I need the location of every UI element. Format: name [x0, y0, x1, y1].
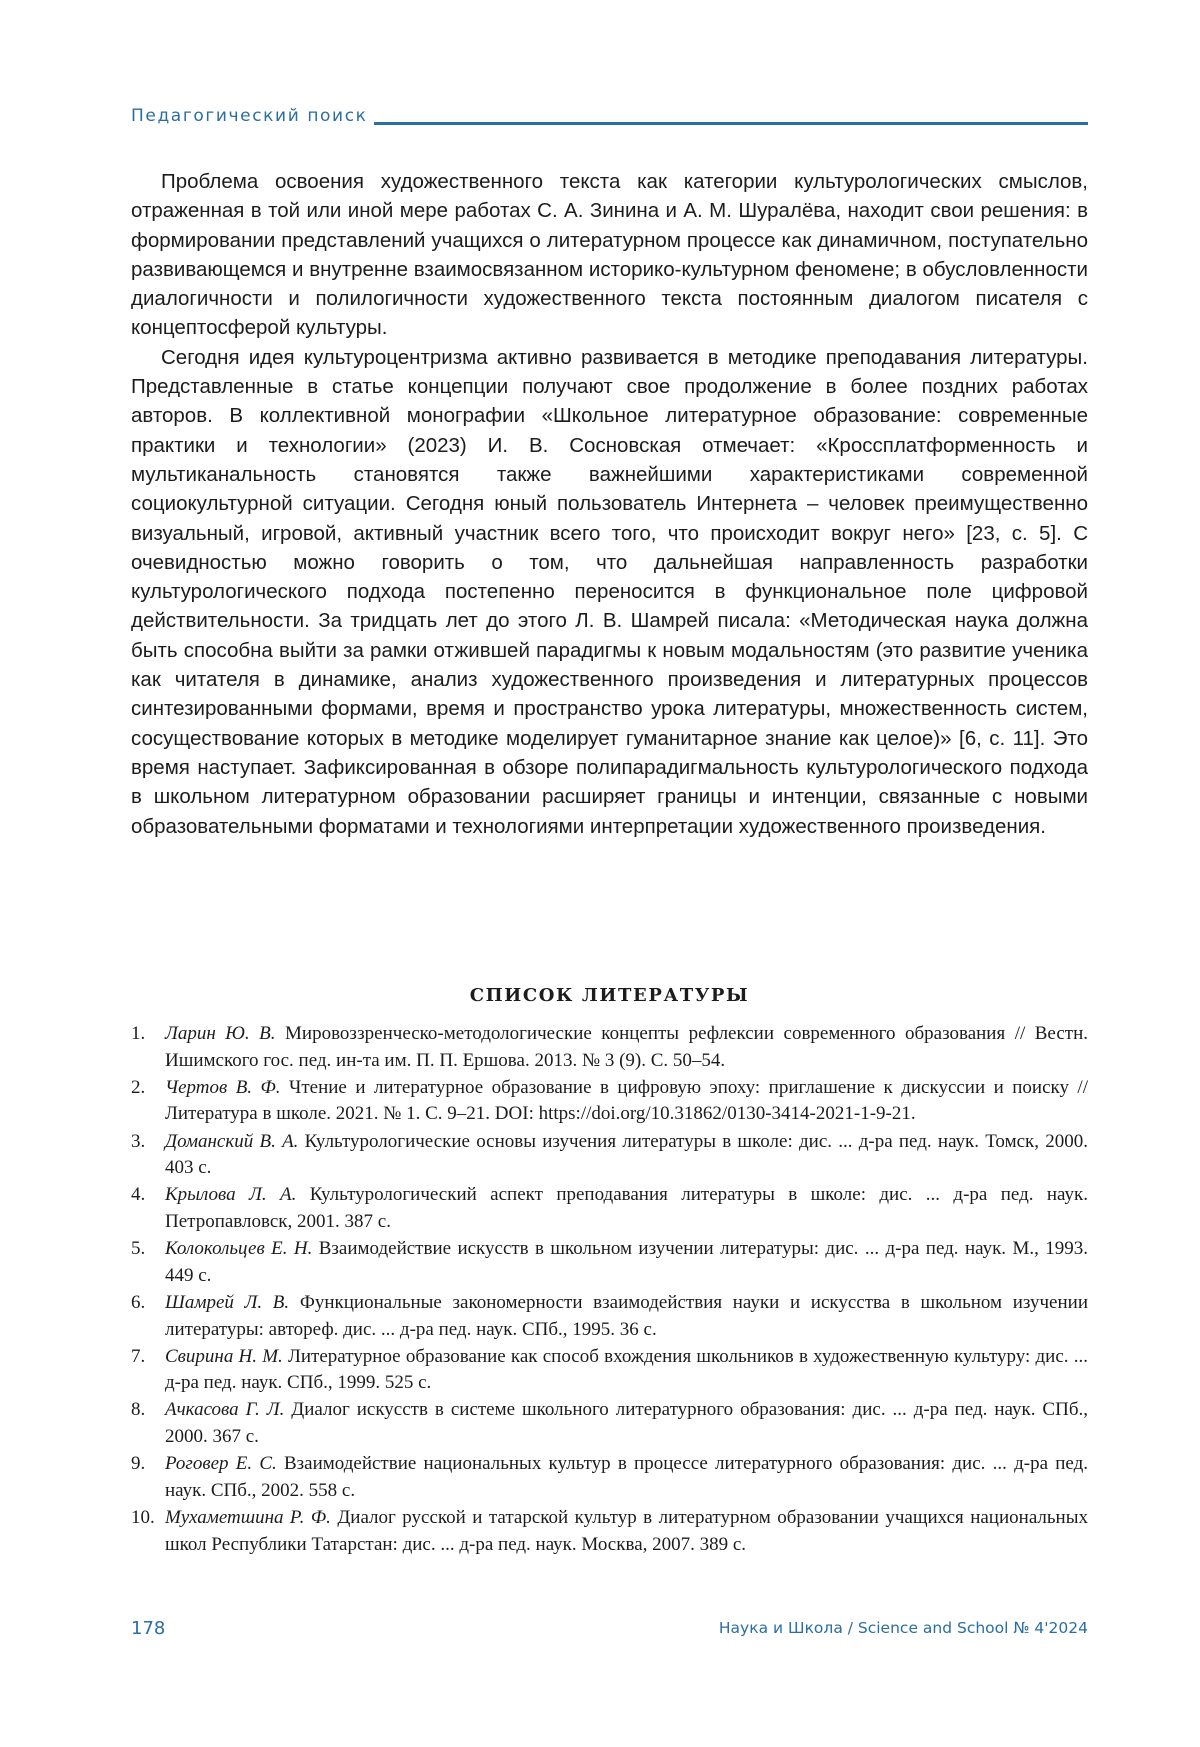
reference-item — [131, 1129, 1088, 1182]
reference-author: Доманский В. А. — [165, 1130, 299, 1152]
reference-author: Роговер Е. С. — [165, 1453, 277, 1475]
page-number: 178 — [131, 1618, 166, 1639]
reference-number: 7. — [131, 1345, 146, 1367]
reference-text: Диалог искусств в системе школьного литературного образования: дис. ... д-ра пед. наук. СПб., 2000. 367 с. — [165, 1399, 1088, 1448]
reference-author: Ачкасова Г. Л. — [165, 1399, 285, 1421]
reference-number: 6. — [131, 1291, 146, 1313]
reference-author: Шамрей Л. В. — [165, 1291, 290, 1313]
reference-text: Взаимодействие национальных культур в процессе литературного образования: дис. ... д-ра пед. наук. СПб., 2002. 558 с. — [165, 1453, 1089, 1501]
reference-item — [131, 1505, 1088, 1558]
article-body — [131, 167, 1088, 841]
reference-text: Культурологический аспект преподавания литературы в школе: дис. ... д-ра пед. наук. Петропавловск, 2001. 387 с. — [165, 1184, 1088, 1232]
reference-number: 2. — [131, 1076, 146, 1098]
reference-number: 4. — [131, 1184, 146, 1206]
reference-text: Функциональные закономерности взаимодействия науки и искусства в школьном изучении литературы: автореф. дис. ... д-ра пед. наук. СПб., 1995. 36 с. — [165, 1291, 1088, 1340]
reference-author: Крылова Л. А. — [165, 1184, 297, 1206]
section-title: Педагогический поиск — [131, 106, 368, 126]
header-rule — [374, 122, 1088, 125]
reference-author: Ларин Ю. В. — [165, 1023, 276, 1044]
reference-number: 9. — [131, 1453, 146, 1475]
reference-item — [131, 1344, 1088, 1397]
reference-author: Свирина Н. М. — [165, 1345, 283, 1367]
reference-text: Литературное образование как способ вхождения школьников в художественную культуру: дис. ... д-ра пед. наук. СПб., 1999. 525 с. — [165, 1345, 1088, 1394]
reference-number: 8. — [131, 1399, 146, 1421]
reference-number: 5. — [131, 1238, 146, 1260]
reference-number: 3. — [131, 1130, 146, 1152]
body-paragraph: Проблема освоения художественного текста как категории культурологических смыслов, отраженная в той или иной мере работах С. А. Зинина и А. М. Шуралёва, находит свои решения: в формировании представлений учащихся о литературном процессе как динамичном, поступательно развивающемся и внутренне взаимосвязанном историко-культурном феномене; в обусловленности диалогичности и полилогичности художественного текста постоянным диалогом писателя с концептосферой культуры. — [131, 170, 1088, 340]
reference-author: Чертов В. Ф. — [165, 1076, 281, 1098]
reference-text: Диалог русской и татарской культур в литературном образовании учащихся национальных школ Республики Татарстан: дис. ... д-ра пед. наук. Москва, 2007. 389 с. — [165, 1507, 1088, 1555]
journal-title: Наука и Школа / Science and School № 4'2024 — [718, 1619, 1088, 1637]
reference-item — [131, 1075, 1088, 1128]
reference-item — [131, 1236, 1088, 1289]
running-header — [131, 104, 1088, 126]
reference-item — [131, 1021, 1088, 1074]
references-list — [131, 1021, 1088, 1559]
body-paragraph: Сегодня идея культуроцентризма активно развивается в методике преподавания литературы. Представленные в статье концепции получают свое продолжение в более поздних работах авторов. В коллективной монографии «Школьное литературное образование: современные практики и технологии» (2023) И. В. Сосновская отмечает: «Кроссплатформенность и мультиканальность становятся также важнейшими характеристиками современной социокультурной ситуации. Сегодня юный пользователь Интернета – человек преимущественно визуальный, игровой, активный участник всего того, что происходит вокруг него» [23, с. 5]. С очевидностью можно говорить о том, что дальнейшая направленность разработки культурологического подхода постепенно переносится в функциональное поле цифровой действительности. За тридцать лет до этого Л. В. Шамрей писала: «Методическая наука должна быть способна выйти за рамки отжившей парадигмы к новым модальностям (это развитие ученика как читателя в динамике, анализ художественного произведения и литературных процессов синтезированными формами, время и пространство урока литературы, множественность систем, сосуществование которых в методике моделирует гуманитарное знание как целое)» [6, с. 11]. Это время наступает. Зафиксированная в обзоре полипарадигмальность культурологического подхода в школьном литературном образовании расширяет границы и интенции, связанные с новыми образовательными форматами и технологиями интерпретации художественного произведения. — [131, 345, 1088, 838]
reference-text: Мировоззренческо-методологические концепты рефлексии современного образования // Вестн. Ишимского гос. пед. ин-та им. П. П. Ершова. 2013. № 3 (9). С. 50–54. — [165, 1023, 1088, 1071]
reference-author: Мухаметшина Р. Ф. — [165, 1507, 331, 1529]
reference-text: Чтение и литературное образование в цифровую эпоху: приглашение к дискуссии и поиску // Литература в школе. 2021. № 1. С. 9–21. DOI: https://doi.org/10.31862/0130-3414-2021-1-9-21. — [165, 1076, 1088, 1125]
reference-number: 1. — [131, 1023, 146, 1044]
reference-text: Культурологические основы изучения литературы в школе: дис. ... д-ра пед. наук. Томск, 2000. 403 с. — [165, 1130, 1088, 1179]
reference-item — [131, 1451, 1088, 1504]
reference-item — [131, 1182, 1088, 1235]
reference-number: 10. — [131, 1507, 155, 1529]
reference-author: Колокольцев Е. Н. — [165, 1238, 313, 1260]
reference-item — [131, 1397, 1088, 1450]
references-title: СПИСОК ЛИТЕРАТУРЫ — [469, 985, 750, 1006]
reference-text: Взаимодействие искусств в школьном изучении литературы: дис. ... д-ра пед. наук. М., 1993. 449 с. — [165, 1238, 1088, 1286]
reference-item — [131, 1290, 1088, 1343]
